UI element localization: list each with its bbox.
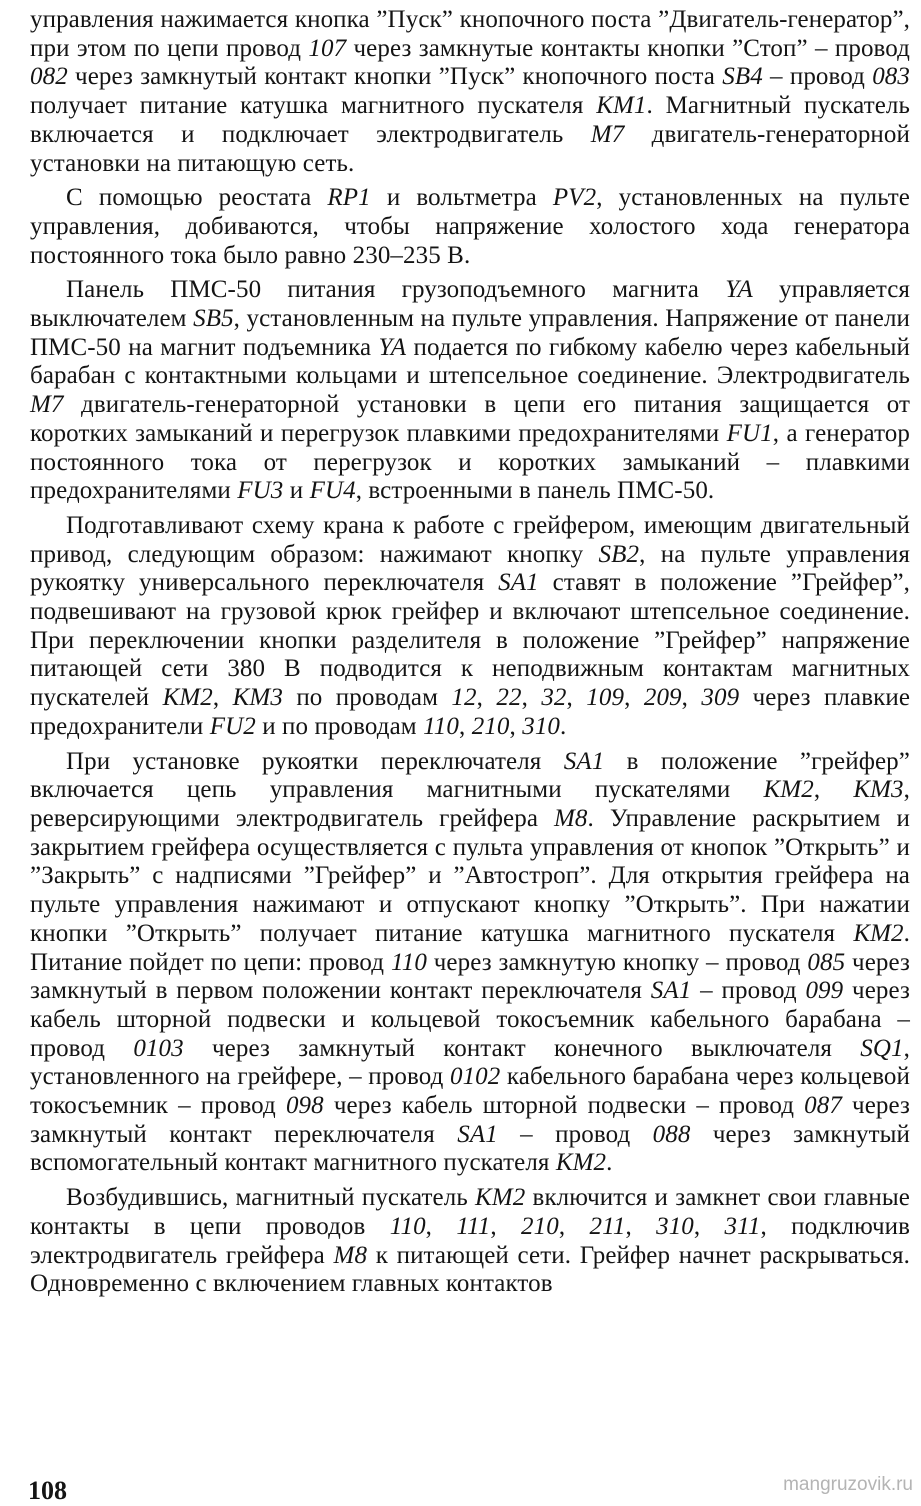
text-run: Подготавливают схему крана к работе с грейфером, имеющим двигательный привод, следующим образом: нажимают кнопку — [30, 511, 910, 568]
designator: FU1 — [726, 419, 773, 447]
text-run: к питающей сети. Грейфер начнет раскрываться. Одновременно с включением главных контактов — [30, 1241, 910, 1298]
designator: KM2 — [763, 776, 814, 804]
text-run: С помощью реостата — [66, 184, 328, 212]
designator: KM1 — [596, 92, 647, 120]
text-run: , — [521, 684, 542, 712]
designator: 098 — [285, 1092, 324, 1120]
designator: 085 — [807, 948, 846, 976]
designator: 109 — [586, 684, 625, 712]
text-run: , на пульте управления рукоятку универсального переключателя — [30, 540, 910, 597]
paragraph — [30, 748, 910, 1179]
text-run: по проводам — [282, 684, 452, 712]
designator: 210 — [471, 712, 510, 740]
designator: FU3 — [237, 477, 284, 505]
text-run: и вольтметра — [370, 184, 553, 212]
text-run: двигатель-генераторной установки на питающую сеть. — [30, 120, 910, 177]
text-run: . Магнитный пускатель включается и подключает электродвигатель — [30, 92, 911, 148]
text-run: – провод — [762, 63, 873, 91]
text-run: через замкнутые контакты кнопки ”Стоп” – провод — [346, 34, 910, 62]
text-run: управления нажимается кнопка ”Пуск” кнопочного поста ”Двигатель-генератор”, при этом по цепи провод — [30, 6, 910, 62]
designator: 22 — [496, 684, 522, 712]
designator: RP1 — [327, 184, 371, 212]
designator: 082 — [30, 63, 68, 91]
designator: 107 — [308, 34, 347, 62]
designator: FU2 — [209, 712, 256, 740]
paragraph — [30, 1184, 910, 1299]
text-run: через замкнутый контакт кнопки ”Пуск” кнопочного поста — [67, 63, 723, 91]
text-run: , — [681, 684, 702, 712]
text-run: , установленных на пульте управления, добиваются, чтобы напряжение холостого хода генератора постоянного тока было равно 230–235 В. — [30, 184, 910, 269]
text-run: , — [476, 684, 497, 712]
designator: 110 — [423, 712, 460, 740]
designator: 32 — [541, 684, 567, 712]
designator: M8 — [333, 1241, 368, 1269]
designator: KM2 — [555, 1149, 607, 1177]
designator: SA1 — [563, 747, 605, 775]
paragraph — [30, 6, 910, 178]
designator: 309 — [701, 684, 740, 712]
watermark: mangruzovik.ru — [783, 1474, 913, 1495]
text-run: , — [566, 684, 587, 712]
designator: 0103 — [133, 1034, 184, 1062]
text-run: , — [509, 712, 523, 740]
page-text — [30, 6, 910, 1299]
designator: 087 — [804, 1092, 842, 1120]
text-run: через кабель шторной подвески и кольцевой токосъемник кабельного барабана – провод — [30, 977, 911, 1062]
designator: 310 — [656, 1212, 694, 1240]
text-run: , — [425, 1212, 457, 1240]
text-run: . — [560, 712, 567, 740]
designator: 12 — [451, 684, 477, 712]
designator: 088 — [652, 1120, 691, 1148]
designator: SQ1 — [860, 1034, 904, 1062]
designator: SB4 — [722, 63, 763, 91]
text-run: , — [212, 684, 233, 712]
text-run: кабельного барабана через кольцевой токосъемник – провод — [30, 1063, 911, 1120]
text-run: , подключив электродвигатель грейфера — [30, 1212, 911, 1269]
designator: SA1 — [498, 569, 539, 597]
designator: 0102 — [449, 1063, 501, 1091]
text-run: Панель ПМС-50 питания грузоподъемного магнита — [66, 276, 726, 304]
text-run: , — [624, 684, 644, 712]
text-run: , реверсирующими электродвигатель грейфера — [30, 776, 910, 832]
text-run: , а генератор постоянного тока от перегрузок и коротких замыканий – плавкими предохранителями — [30, 419, 910, 505]
text-run: и по проводам — [255, 712, 424, 740]
text-run: При установке рукоятки переключателя — [66, 747, 564, 775]
designator: 110 — [390, 948, 427, 976]
text-run: . Управление раскрытием и закрытием грейфера осуществляется с пульта управления от кнопок ”Открыть” и ”Закрыть” с надписями ”Грейфер” и ”Автостроп”. Для открытия грейфера на пульте управления нажимают и отпускают кнопку ”Открыть”. При нажатии кнопки ”Открыть” получает питание катушка магнитного пускателя — [30, 804, 910, 947]
text-run: – провод — [691, 977, 806, 1005]
text-run: , — [693, 1212, 725, 1240]
text-run: через замкнутый контакт переключателя — [30, 1092, 910, 1148]
page-number: 108 — [28, 1476, 67, 1505]
designator: 211 — [589, 1212, 626, 1240]
text-run: , — [625, 1212, 657, 1240]
text-run: , — [813, 776, 854, 804]
text-run: , встроенными в панель ПМС-50. — [355, 477, 715, 505]
text-run: , — [459, 712, 472, 740]
text-run: управляется выключателем — [30, 276, 911, 333]
designator: PV2 — [552, 184, 597, 212]
text-run: ставят в положение ”Грейфер”, подвешивают на грузовой крюк грейфер и включают штепсельное соединение. При переключении кнопки разделителя в положение ”Грейфер” напряжение питающей сети 380 В подводится к неподвижным контактам магнитных пускателей — [30, 569, 911, 712]
designator: SA1 — [457, 1120, 498, 1148]
text-run: – провод — [497, 1120, 653, 1148]
designator: M8 — [554, 804, 588, 832]
designator: 209 — [643, 684, 682, 712]
designator: SB2 — [598, 540, 640, 568]
text-run: . — [606, 1149, 613, 1177]
designator: 099 — [805, 977, 844, 1005]
designator: KM3 — [853, 776, 904, 804]
designator: M7 — [30, 391, 64, 419]
text-run: подается по гибкому кабелю через кабельный барабан с контактными кольцами и штепсельное соединение. Электродвигатель — [30, 333, 910, 390]
designator: M7 — [590, 120, 625, 148]
text-run: через замкнутый вспомогательный контакт магнитного пускателя — [30, 1120, 910, 1177]
paragraph — [30, 512, 910, 742]
designator: FU4 — [309, 477, 356, 505]
text-run: двигатель-генераторной установки в цепи его питания защищается от коротких замыканий и перегрузок плавкими предохранителями — [30, 391, 910, 447]
text-run: , установленного на грейфере, – провод — [30, 1034, 910, 1091]
text-run: через замкнутую кнопку – провод — [426, 948, 808, 976]
designator: KM2 — [853, 919, 904, 947]
designator: 110 — [389, 1212, 426, 1240]
designator: 310 — [522, 712, 561, 740]
text-run: через плавкие предохранители — [30, 684, 911, 740]
designator: KM2 — [475, 1184, 526, 1212]
designator: SA1 — [650, 977, 692, 1005]
text-run: через замкнутый контакт конечного выключателя — [183, 1034, 861, 1062]
designator: SB5 — [193, 305, 234, 333]
text-run: через кабель шторной подвески – провод — [323, 1092, 805, 1120]
text-run: , — [558, 1212, 590, 1240]
text-run: через замкнутый в первом положении контакт переключателя — [30, 948, 910, 1005]
designator: YA — [725, 276, 753, 304]
designator: 210 — [521, 1212, 559, 1240]
text-run: . Питание пойдет по цепи: провод — [30, 919, 910, 976]
text-run: получает питание катушка магнитного пускателя — [30, 92, 597, 120]
text-run: , — [490, 1212, 522, 1240]
paragraph — [30, 276, 910, 506]
designator: YA — [378, 333, 407, 361]
designator: KM2 — [162, 684, 213, 712]
designator: 083 — [872, 63, 910, 91]
text-run: Возбудившись, магнитный пускатель — [66, 1184, 476, 1212]
paragraph — [30, 184, 910, 270]
text-run: , установленным на пульте управления. Напряжение от панели ПМС-50 на магнит подъемника — [30, 305, 910, 361]
designator: KM3 — [232, 684, 283, 712]
text-run: в положение ”грейфер” включается цепь управления магнитными пускателями — [30, 747, 910, 804]
designator: 111 — [456, 1212, 491, 1240]
designator: 311 — [724, 1212, 761, 1240]
text-run: и — [283, 477, 310, 505]
text-run: включится и замкнет свои главные контакты в цепи проводов — [30, 1184, 910, 1240]
